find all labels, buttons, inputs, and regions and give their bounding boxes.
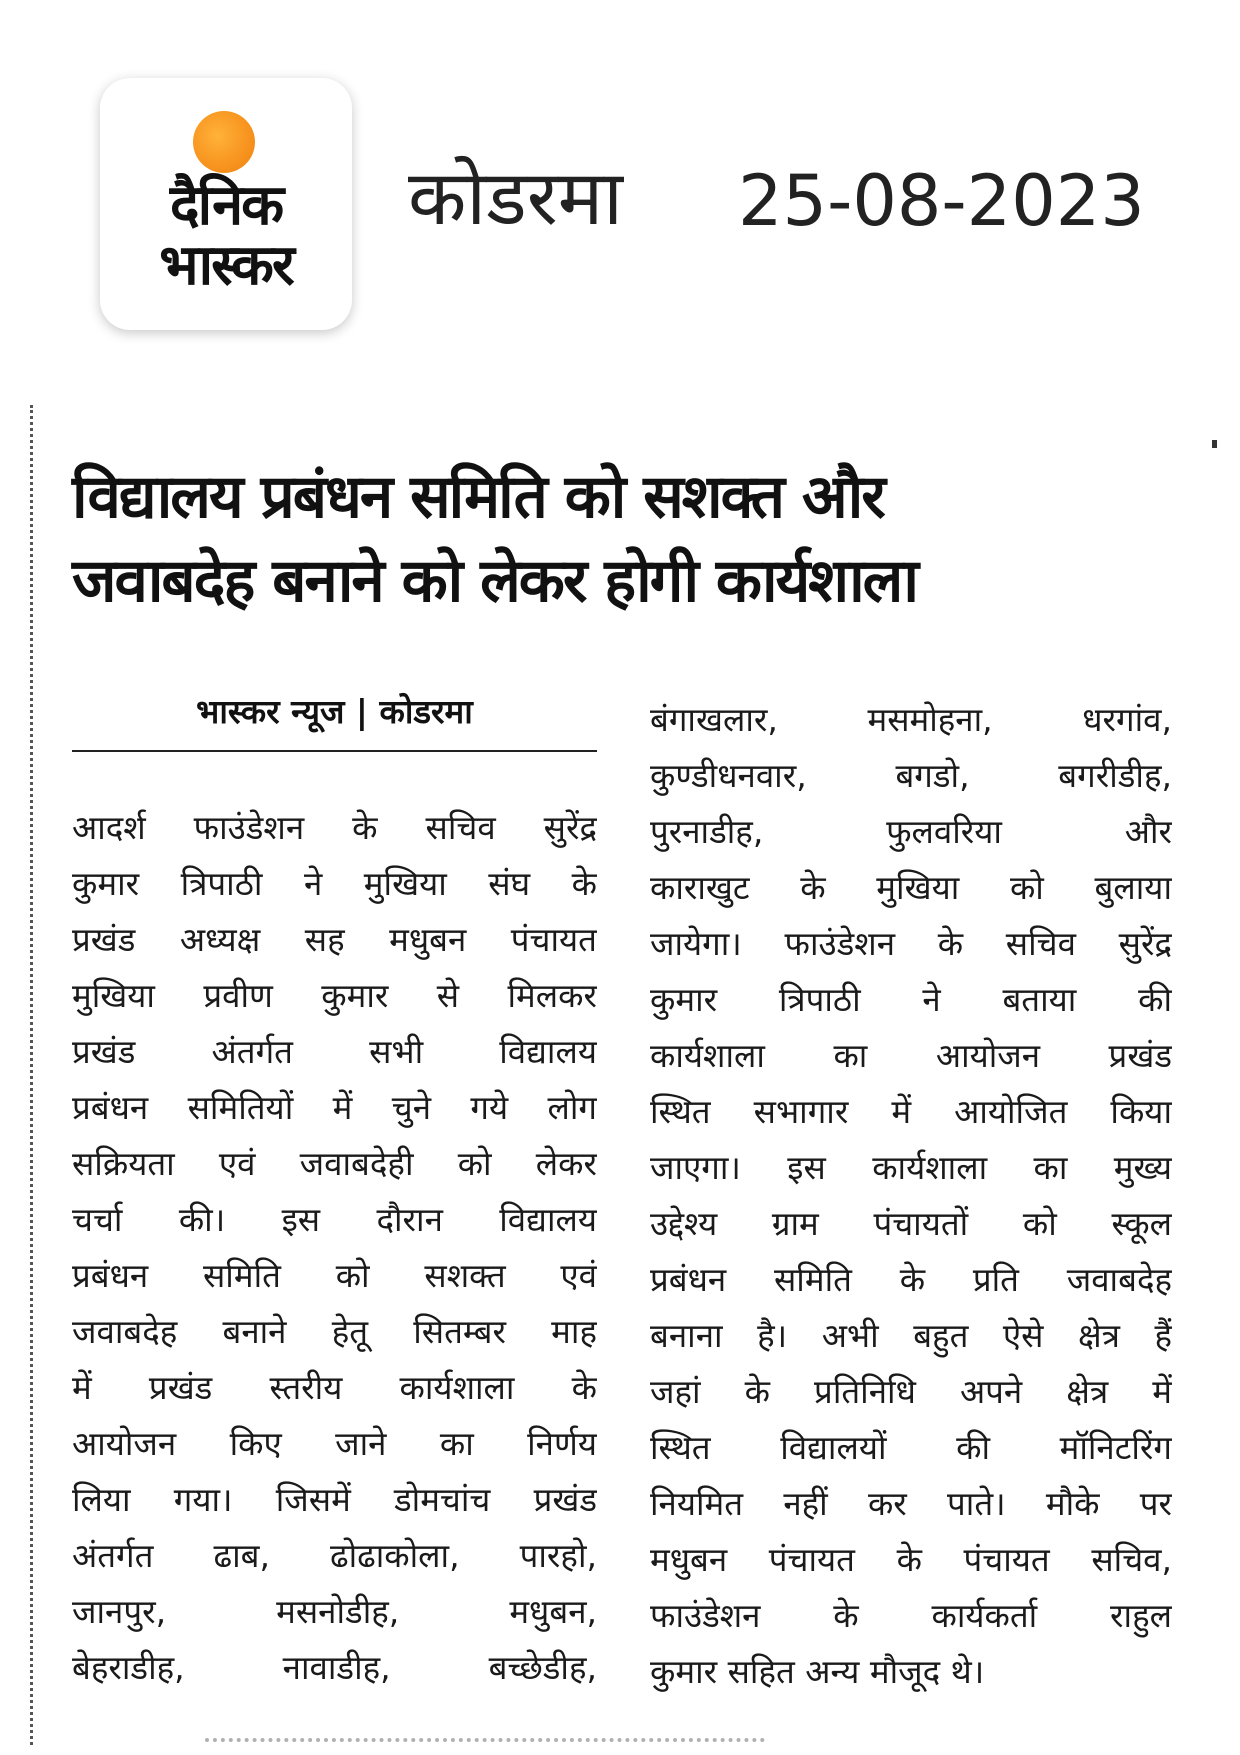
edge-mark (1212, 440, 1217, 448)
article-text-line: कुमार सहित अन्य मौजूद थे। (650, 1652, 985, 1691)
article-text-line: उद्देश्य ग्राम पंचायतों को स्कूल (650, 1204, 1172, 1243)
article-text-line: फाउंडेशन के कार्यकर्ता राहुल (650, 1596, 1172, 1635)
article-text-line: प्रबंधन समिति के प्रति जवाबदेह (650, 1260, 1172, 1299)
article-text-line: जाएगा। इस कार्यशाला का मुख्य (650, 1148, 1172, 1187)
article-text-line: बंगाखलार, मसमोहना, धरगांव, (650, 700, 1172, 739)
logo-text-line2: भास्कर (159, 233, 293, 298)
article-text-line: मुखिया प्रवीण कुमार से मिलकर (72, 976, 597, 1015)
article-text-line: जवाबदेह बनाने हेतू सितम्बर माह (72, 1312, 597, 1351)
article-column-left (72, 800, 597, 1696)
newspaper-logo (100, 78, 352, 330)
article-text-line: स्थित सभागार में आयोजित किया (650, 1092, 1172, 1131)
article-text-line: प्रखंड अंतर्गत सभी विद्यालय (72, 1032, 597, 1071)
clipping-cut-edge (30, 405, 33, 1745)
article-text-line: आदर्श फाउंडेशन के सचिव सुरेंद्र (72, 808, 597, 847)
article-text-line: कुमार त्रिपाठी ने मुखिया संघ के (72, 864, 597, 903)
article-text-line: कार्यशाला का आयोजन प्रखंड (650, 1036, 1172, 1075)
article-text-line: बेहराडीह, नावाडीह, बच्छेडीह, (72, 1648, 597, 1687)
byline-rule (72, 750, 597, 752)
article-text-line: मधुबन पंचायत के पंचायत सचिव, (650, 1540, 1172, 1579)
article-text-line: में प्रखंड स्तरीय कार्यशाला के (72, 1368, 597, 1407)
article-text-line: कुमार त्रिपाठी ने बताया की (650, 980, 1172, 1019)
article-text-line: कुण्डीधनवार, बगडो, बगरीडीह, (650, 756, 1172, 795)
article-text-line: स्थित विद्यालयों की मॉनिटरिंग (650, 1428, 1172, 1467)
article-text-line: प्रबंधन समितियों में चुने गये लोग (72, 1088, 597, 1127)
article-headline (72, 455, 1212, 623)
article-text-line: सक्रियता एवं जवाबदेही को लेकर (72, 1144, 597, 1183)
edition-place: कोडरमा (408, 153, 623, 242)
logo-text-line1: दैनिक (169, 173, 283, 238)
article-text-line: प्रखंड अध्यक्ष सह मधुबन पंचायत (72, 920, 597, 959)
article-text-line: काराखुट के मुखिया को बुलाया (650, 868, 1172, 907)
article-text-line: चर्चा की। इस दौरान विद्यालय (72, 1200, 597, 1239)
headline-line-1: विद्यालय प्रबंधन समिति को सशक्त और (72, 462, 884, 532)
article-text-line: जहां के प्रतिनिधि अपने क्षेत्र में (650, 1372, 1172, 1411)
edition-date: 25-08-2023 (738, 160, 1145, 242)
article-text-line: जानपुर, मसनोडीह, मधुबन, (72, 1592, 597, 1631)
sun-icon (193, 111, 255, 173)
article-text-line: जायेगा। फाउंडेशन के सचिव सुरेंद्र (650, 924, 1172, 963)
article-byline: भास्कर न्यूज | कोडरमा (196, 692, 473, 731)
next-article-fragment (205, 1738, 765, 1748)
article-text-line: आयोजन किए जाने का निर्णय (72, 1424, 597, 1463)
article-text-line: पुरनाडीह, फुलवरिया और (650, 812, 1172, 851)
article-text-line: नियमित नहीं कर पाते। मौके पर (650, 1484, 1172, 1523)
article-text-line: लिया गया। जिसमें डोमचांच प्रखंड (72, 1480, 597, 1519)
article-column-right (650, 692, 1172, 1700)
article-text-line: बनाना है। अभी बहुत ऐसे क्षेत्र हैं (650, 1316, 1172, 1355)
headline-line-2: जवाबदेह बनाने को लेकर होगी कार्यशाला (72, 546, 917, 616)
article-text-line: प्रबंधन समिति को सशक्त एवं (72, 1256, 597, 1295)
article-text-line: अंतर्गत ढाब, ढोढाकोला, पारहो, (72, 1536, 597, 1575)
